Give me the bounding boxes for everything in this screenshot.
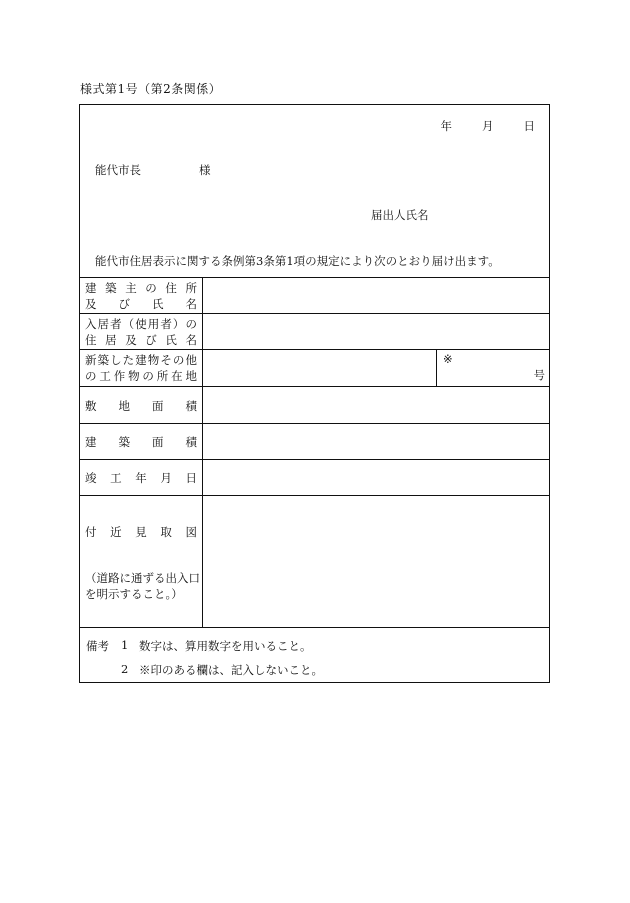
building-area-label: 建築面積 [85,435,197,449]
owner-label-line1: 建築主の住所 [85,281,197,295]
row-building-area [80,423,549,459]
official-use-mark: ※ [443,352,453,366]
resident-label-line1: 入居者（使用者）の [85,317,197,331]
map-note-line2: を明示すること。） [85,587,183,601]
row-owner [80,277,549,313]
location-label-line1: 新築した建物その他 [85,353,197,367]
map-note-line1: （道路に通ずる出入口 [85,571,200,585]
remark-item-1 [86,638,323,654]
date-month-label: 月 [482,119,494,133]
row-map [80,495,549,627]
owner-label-line2: 及び氏名 [85,297,197,311]
row-location [80,349,549,386]
date-line [441,118,536,134]
applicant-name-label: 届出人氏名 [371,208,429,222]
remarks-heading: 備考 [86,639,109,653]
label-cell [80,314,203,349]
label-cell [80,424,203,459]
row-remarks [80,627,549,684]
label-cell [80,496,203,627]
lot-number-unit: 号 [533,368,545,382]
official-use-cell [436,350,549,386]
form-number: 様式第1号（第2条関係） [80,82,222,96]
map-label: 付近見取図 [85,525,197,539]
row-resident [80,313,549,349]
label-cell [80,278,203,313]
addressee [95,162,211,178]
row-site-area [80,386,549,423]
label-cell [80,350,203,386]
remarks-block [86,638,323,678]
remark-item-2 [86,662,323,678]
remark-text: ※印のある欄は、記入しないこと。 [139,663,323,677]
statement-text: 能代市住居表示に関する条例第3条第1項の規定により次のとおり届け出ます。 [95,254,500,268]
completion-date-label: 竣工年月日 [85,471,197,485]
addressee-name: 能代市長 [95,163,141,177]
date-day-label: 日 [523,119,535,133]
label-cell [80,460,203,495]
resident-label-line2: 住居及び氏名 [85,333,197,347]
site-area-label: 敷地面積 [85,399,197,413]
date-year-label: 年 [440,119,452,133]
location-label-line2: の工作物の所在地 [85,369,197,383]
remark-text: 数字は、算用数字を用いること。 [139,639,312,653]
form-frame [79,104,550,683]
remark-number: 1 [121,638,129,652]
row-completion-date [80,459,549,495]
addressee-honorific: 様 [199,163,211,177]
remark-number: 2 [121,662,129,676]
label-cell [80,387,203,423]
